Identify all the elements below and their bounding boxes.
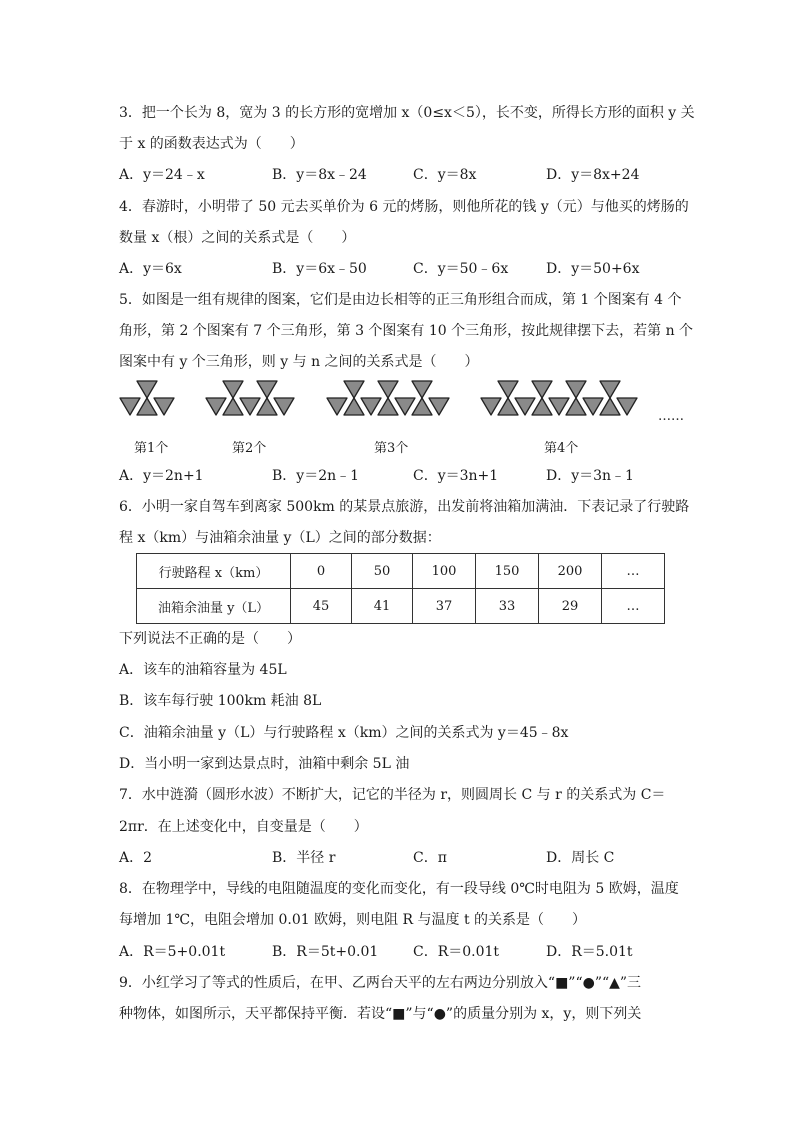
q6-option-c: C．油箱余油量 y（L）与行驶路程 x（km）之间的关系式为 y＝45﹣8x bbox=[119, 725, 569, 741]
q8-line2: 每增加 1℃，电阻会增加 0.01 欧姆，则电阻 R 与温度 t 的关系是（ ） bbox=[119, 912, 587, 928]
q8-option-c: C．R＝0.01t bbox=[413, 944, 500, 960]
q6-prompt: 下列说法不正确的是（ ） bbox=[119, 631, 301, 647]
pattern-2 bbox=[206, 381, 294, 415]
q4-option-d: D．y＝50+6x bbox=[546, 261, 640, 277]
table-cell: 29 bbox=[539, 589, 602, 624]
pattern-4 bbox=[481, 381, 637, 415]
figure-label-1: 第1个 bbox=[134, 441, 169, 456]
q8-option-d: D．R＝5.01t bbox=[546, 944, 633, 960]
q3-option-d: D．y＝8x+24 bbox=[546, 167, 640, 183]
q7-option-d: D．周长 C bbox=[546, 850, 615, 866]
table-row bbox=[137, 554, 665, 589]
table-cell: 200 bbox=[539, 554, 602, 589]
q4-option-b: B．y＝6x﹣50 bbox=[272, 261, 367, 277]
figure-label-4: 第4个 bbox=[544, 441, 579, 456]
q6-line2: 程 x（km）与油箱余油量 y（L）之间的部分数据： bbox=[119, 530, 441, 546]
q4-line1: 4．春游时，小明带了 50 元去买单价为 6 元的烤肠，则他所花的钱 y（元）与他买的烤肠的 bbox=[119, 199, 689, 215]
table-cell: 45 bbox=[291, 589, 352, 624]
q7-option-b: B．半径 r bbox=[272, 850, 336, 866]
q3-option-b: B．y＝8x﹣24 bbox=[272, 167, 367, 183]
q3-line1: 3．把一个长为 8，宽为 3 的长方形的宽增加 x（0≤x＜5），长不变，所得长方形的面积 y 关 bbox=[119, 105, 695, 121]
table-cell: 41 bbox=[352, 589, 413, 624]
q7-line2: 2πr．在上述变化中，自变量是（ ） bbox=[119, 819, 368, 835]
table-row bbox=[137, 589, 665, 624]
pattern-1 bbox=[120, 381, 174, 415]
figure-label-3: 第3个 bbox=[374, 441, 409, 456]
q3-option-a: A．y＝24﹣x bbox=[119, 167, 205, 183]
q6-option-d: D．当小明一家到达景点时，油箱中剩余 5L 油 bbox=[119, 756, 410, 772]
table-cell: … bbox=[602, 554, 665, 589]
table-cell: 33 bbox=[476, 589, 539, 624]
figure-label-2: 第2个 bbox=[232, 441, 267, 456]
q7-line1: 7．水中涟漪（圆形水波）不断扩大，记它的半径为 r，则圆周长 C 与 r 的关系式为 C＝ bbox=[119, 787, 666, 803]
table-cell: 0 bbox=[291, 554, 352, 589]
q5-option-b: B．y＝2n﹣1 bbox=[272, 468, 360, 484]
q3-line2: 于 x 的函数表达式为（ ） bbox=[119, 136, 304, 152]
q4-option-a: A．y＝6x bbox=[119, 261, 182, 277]
q4-option-c: C．y＝50﹣6x bbox=[413, 261, 509, 277]
table-cell: 37 bbox=[413, 589, 476, 624]
table-header-cell: 油箱余油量 y（L） bbox=[137, 589, 291, 624]
q8-option-a: A．R＝5+0.01t bbox=[119, 944, 226, 960]
q5-option-c: C．y＝3n+1 bbox=[413, 468, 499, 484]
q5-line2: 角形，第 2 个图案有 7 个三角形，第 3 个图案有 10 个三角形，按此规律摆下去，若第 n 个 bbox=[119, 323, 694, 339]
q5-line3: 图案中有 y 个三角形，则 y 与 n 之间的关系式是（ ） bbox=[119, 354, 479, 370]
q8-option-b: B．R＝5t+0.01 bbox=[272, 944, 379, 960]
q5-option-a: A．y＝2n+1 bbox=[119, 468, 204, 484]
q6-line1: 6．小明一家自驾车到离家 500km 的某景点旅游，出发前将油箱加满油．下表记录了行驶路 bbox=[119, 499, 690, 515]
table-cell: 150 bbox=[476, 554, 539, 589]
q5-line1: 5．如图是一组有规律的图案，它们是由边长相等的正三角形组合而成，第 1 个图案有 4 个 bbox=[119, 292, 682, 308]
q6-option-b: B．该车每行驶 100km 耗油 8L bbox=[119, 693, 322, 709]
table-header-cell: 行驶路程 x（km） bbox=[137, 554, 291, 589]
figure-ellipsis: …… bbox=[658, 409, 684, 424]
mileage-fuel-table bbox=[136, 553, 665, 624]
q3-option-c: C．y＝8x bbox=[413, 167, 477, 183]
q6-option-a: A．该车的油箱容量为 45L bbox=[119, 662, 287, 678]
pattern-3 bbox=[327, 381, 449, 415]
table-cell: … bbox=[602, 589, 665, 624]
table-cell: 100 bbox=[413, 554, 476, 589]
q7-option-c: C．π bbox=[413, 850, 447, 866]
q8-line1: 8．在物理学中，导线的电阻随温度的变化而变化，有一段导线 0℃时电阻为 5 欧姆，温度 bbox=[119, 881, 679, 897]
triangle-pattern-figure bbox=[118, 376, 688, 432]
table-cell: 50 bbox=[352, 554, 413, 589]
q7-option-a: A．2 bbox=[119, 850, 153, 866]
q4-line2: 数量 x（根）之间的关系式是（ ） bbox=[119, 230, 356, 246]
q9-line2: 种物体，如图所示，天平都保持平衡．若设“■”与“●”的质量分别为 x，y，则下列关 bbox=[119, 1006, 642, 1022]
q9-line1: 9．小红学习了等式的性质后，在甲、乙两台天平的左右两边分别放入“■”“●”“▲”三 bbox=[119, 975, 642, 991]
q5-option-d: D．y＝3n﹣1 bbox=[546, 468, 634, 484]
